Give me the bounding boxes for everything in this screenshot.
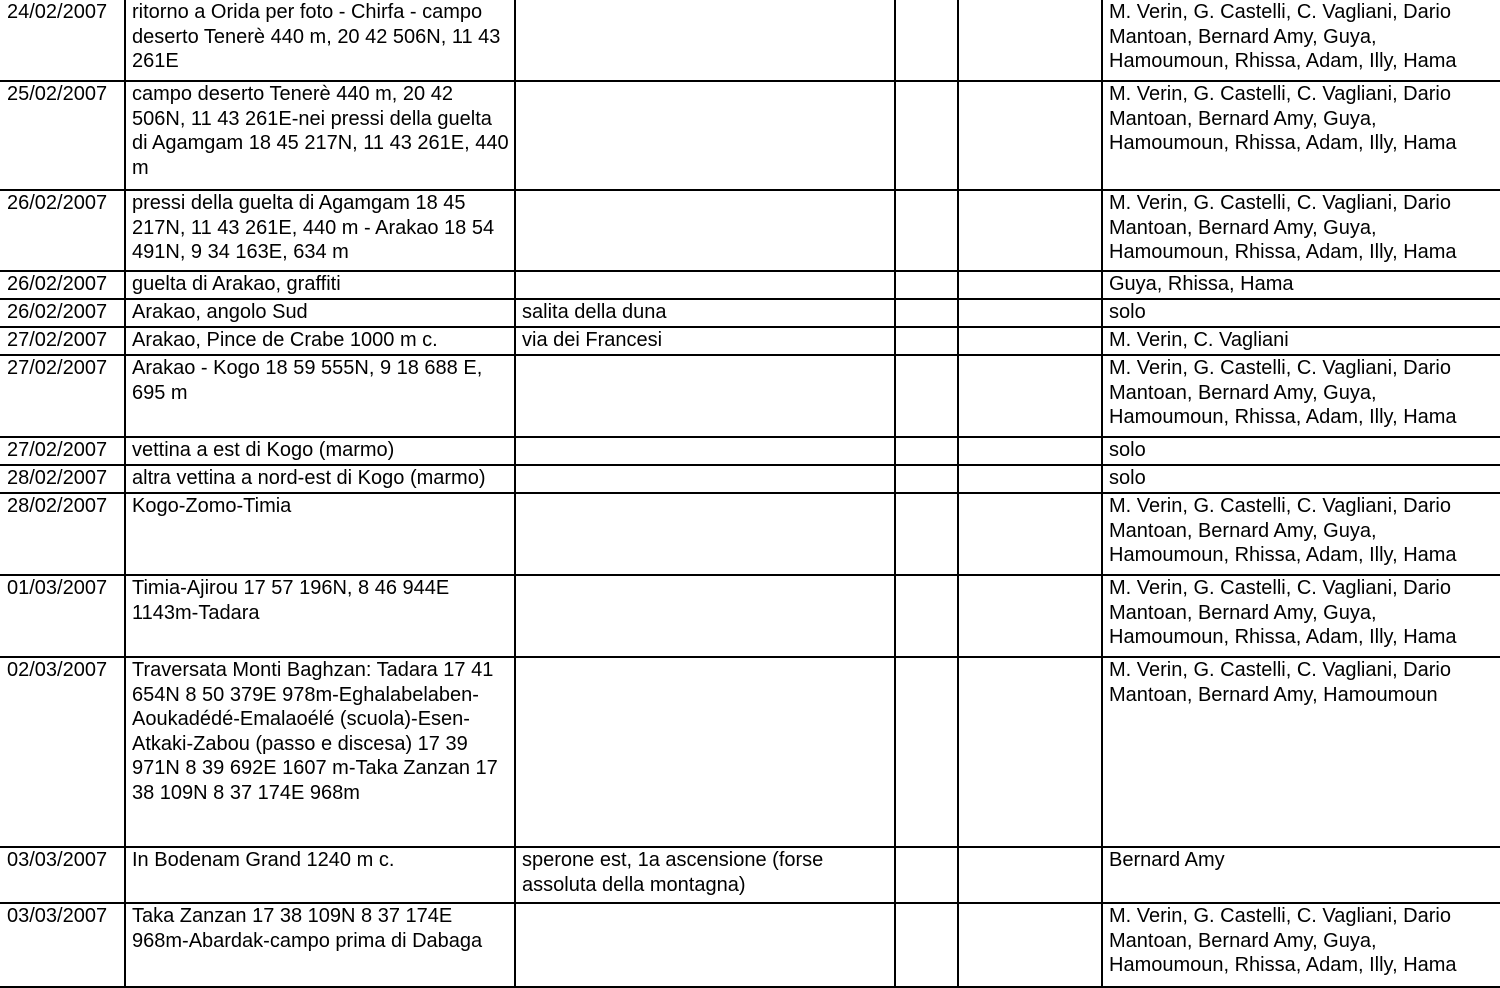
date-cell: 26/02/2007 <box>0 271 125 299</box>
empty-cell <box>958 271 1102 299</box>
date-cell: 27/02/2007 <box>0 327 125 355</box>
route-cell: salita della duna <box>515 299 895 327</box>
date-cell: 03/03/2007 <box>0 903 125 987</box>
empty-cell <box>958 190 1102 271</box>
companions-cell: M. Verin, G. Castelli, C. Vagliani, Dario Mantoan, Bernard Amy, Guya, Hamoumoun, Rhissa, Adam, Illy, Hama <box>1102 0 1500 81</box>
date-cell: 01/03/2007 <box>0 575 125 657</box>
route-cell: sperone est, 1a ascensione (forse assoluta della montagna) <box>515 847 895 903</box>
location-cell: Arakao, angolo Sud <box>125 299 515 327</box>
empty-cell <box>895 271 958 299</box>
companions-cell: M. Verin, G. Castelli, C. Vagliani, Dario Mantoan, Bernard Amy, Guya, Hamoumoun, Rhissa, Adam, Illy, Hama <box>1102 575 1500 657</box>
location-cell: guelta di Arakao, graffiti <box>125 271 515 299</box>
location-cell: Timia-Ajirou 17 57 196N, 8 46 944E 1143m-Tadara <box>125 575 515 657</box>
empty-cell <box>895 190 958 271</box>
table-row <box>0 190 1500 271</box>
empty-cell <box>895 847 958 903</box>
empty-cell <box>958 299 1102 327</box>
empty-cell <box>895 575 958 657</box>
empty-cell <box>958 903 1102 987</box>
empty-cell <box>958 847 1102 903</box>
location-cell: Taka Zanzan 17 38 109N 8 37 174E 968m-Abardak-campo prima di Dabaga <box>125 903 515 987</box>
location-cell: ritorno a Orida per foto - Chirfa - campo deserto Tenerè 440 m, 20 42 506N, 11 43 261E <box>125 0 515 81</box>
location-cell: In Bodenam Grand 1240 m c. <box>125 847 515 903</box>
route-cell <box>515 355 895 437</box>
companions-cell: M. Verin, G. Castelli, C. Vagliani, Dario Mantoan, Bernard Amy, Guya, Hamoumoun, Rhissa, Adam, Illy, Hama <box>1102 493 1500 575</box>
companions-cell: M. Verin, G. Castelli, C. Vagliani, Dario Mantoan, Bernard Amy, Guya, Hamoumoun, Rhissa, Adam, Illy, Hama <box>1102 81 1500 190</box>
location-cell: Arakao, Pince de Crabe 1000 m c. <box>125 327 515 355</box>
table-row <box>0 437 1500 465</box>
empty-cell <box>958 327 1102 355</box>
empty-cell <box>895 657 958 847</box>
table-row <box>0 575 1500 657</box>
companions-cell: M. Verin, C. Vagliani <box>1102 327 1500 355</box>
location-cell: Kogo-Zomo-Timia <box>125 493 515 575</box>
route-cell <box>515 903 895 987</box>
route-cell <box>515 465 895 493</box>
companions-cell: solo <box>1102 437 1500 465</box>
empty-cell <box>958 355 1102 437</box>
empty-cell <box>895 465 958 493</box>
route-cell: via dei Francesi <box>515 327 895 355</box>
empty-cell <box>895 327 958 355</box>
table-row <box>0 299 1500 327</box>
table-row <box>0 657 1500 847</box>
table-row <box>0 271 1500 299</box>
location-cell: Arakao - Kogo 18 59 555N, 9 18 688 E, 695 m <box>125 355 515 437</box>
table-row <box>0 465 1500 493</box>
empty-cell <box>895 0 958 81</box>
date-cell: 26/02/2007 <box>0 299 125 327</box>
location-cell: pressi della guelta di Agamgam 18 45 217N, 11 43 261E, 440 m - Arakao 18 54 491N, 9 34 163E, 634 m <box>125 190 515 271</box>
companions-cell: Bernard Amy <box>1102 847 1500 903</box>
date-cell: 24/02/2007 <box>0 0 125 81</box>
empty-cell <box>895 903 958 987</box>
location-cell: vettina a est di Kogo (marmo) <box>125 437 515 465</box>
location-cell: altra vettina a nord-est di Kogo (marmo) <box>125 465 515 493</box>
table-row <box>0 847 1500 903</box>
route-cell <box>515 271 895 299</box>
companions-cell: solo <box>1102 299 1500 327</box>
location-cell: campo deserto Tenerè 440 m, 20 42 506N, 11 43 261E-nei pressi della guelta di Agamgam 18 45 217N, 11 43 261E, 440 m <box>125 81 515 190</box>
empty-cell <box>895 81 958 190</box>
route-cell <box>515 437 895 465</box>
date-cell: 25/02/2007 <box>0 81 125 190</box>
companions-cell: Guya, Rhissa, Hama <box>1102 271 1500 299</box>
date-cell: 28/02/2007 <box>0 493 125 575</box>
empty-cell <box>895 493 958 575</box>
date-cell: 26/02/2007 <box>0 190 125 271</box>
empty-cell <box>895 355 958 437</box>
route-cell <box>515 0 895 81</box>
companions-cell: M. Verin, G. Castelli, C. Vagliani, Dario Mantoan, Bernard Amy, Hamoumoun <box>1102 657 1500 847</box>
empty-cell <box>958 0 1102 81</box>
empty-cell <box>958 575 1102 657</box>
date-cell: 28/02/2007 <box>0 465 125 493</box>
date-cell: 02/03/2007 <box>0 657 125 847</box>
location-cell: Traversata Monti Baghzan: Tadara 17 41 654N 8 50 379E 978m-Eghalabelaben-Aoukadédé-Emalaoélé (scuola)-Esen-Atkaki-Zabou (passo e discesa) 17 39 971N 8 39 692E 1607 m-Taka Zanzan 17 38 109N 8 37 174E 968m <box>125 657 515 847</box>
table-row <box>0 0 1500 81</box>
empty-cell <box>958 493 1102 575</box>
date-cell: 27/02/2007 <box>0 437 125 465</box>
route-cell <box>515 81 895 190</box>
route-cell <box>515 493 895 575</box>
route-cell <box>515 190 895 271</box>
empty-cell <box>958 437 1102 465</box>
table-row <box>0 355 1500 437</box>
companions-cell: M. Verin, G. Castelli, C. Vagliani, Dario Mantoan, Bernard Amy, Guya, Hamoumoun, Rhissa, Adam, Illy, Hama <box>1102 903 1500 987</box>
table-row <box>0 327 1500 355</box>
route-cell <box>515 657 895 847</box>
companions-cell: M. Verin, G. Castelli, C. Vagliani, Dario Mantoan, Bernard Amy, Guya, Hamoumoun, Rhissa, Adam, Illy, Hama <box>1102 190 1500 271</box>
table-row <box>0 493 1500 575</box>
companions-cell: M. Verin, G. Castelli, C. Vagliani, Dario Mantoan, Bernard Amy, Guya, Hamoumoun, Rhissa, Adam, Illy, Hama <box>1102 355 1500 437</box>
table-row <box>0 903 1500 987</box>
empty-cell <box>895 299 958 327</box>
companions-cell: solo <box>1102 465 1500 493</box>
empty-cell <box>958 465 1102 493</box>
route-cell <box>515 575 895 657</box>
empty-cell <box>895 437 958 465</box>
date-cell: 27/02/2007 <box>0 355 125 437</box>
table-row <box>0 81 1500 190</box>
empty-cell <box>958 81 1102 190</box>
empty-cell <box>958 657 1102 847</box>
date-cell: 03/03/2007 <box>0 847 125 903</box>
